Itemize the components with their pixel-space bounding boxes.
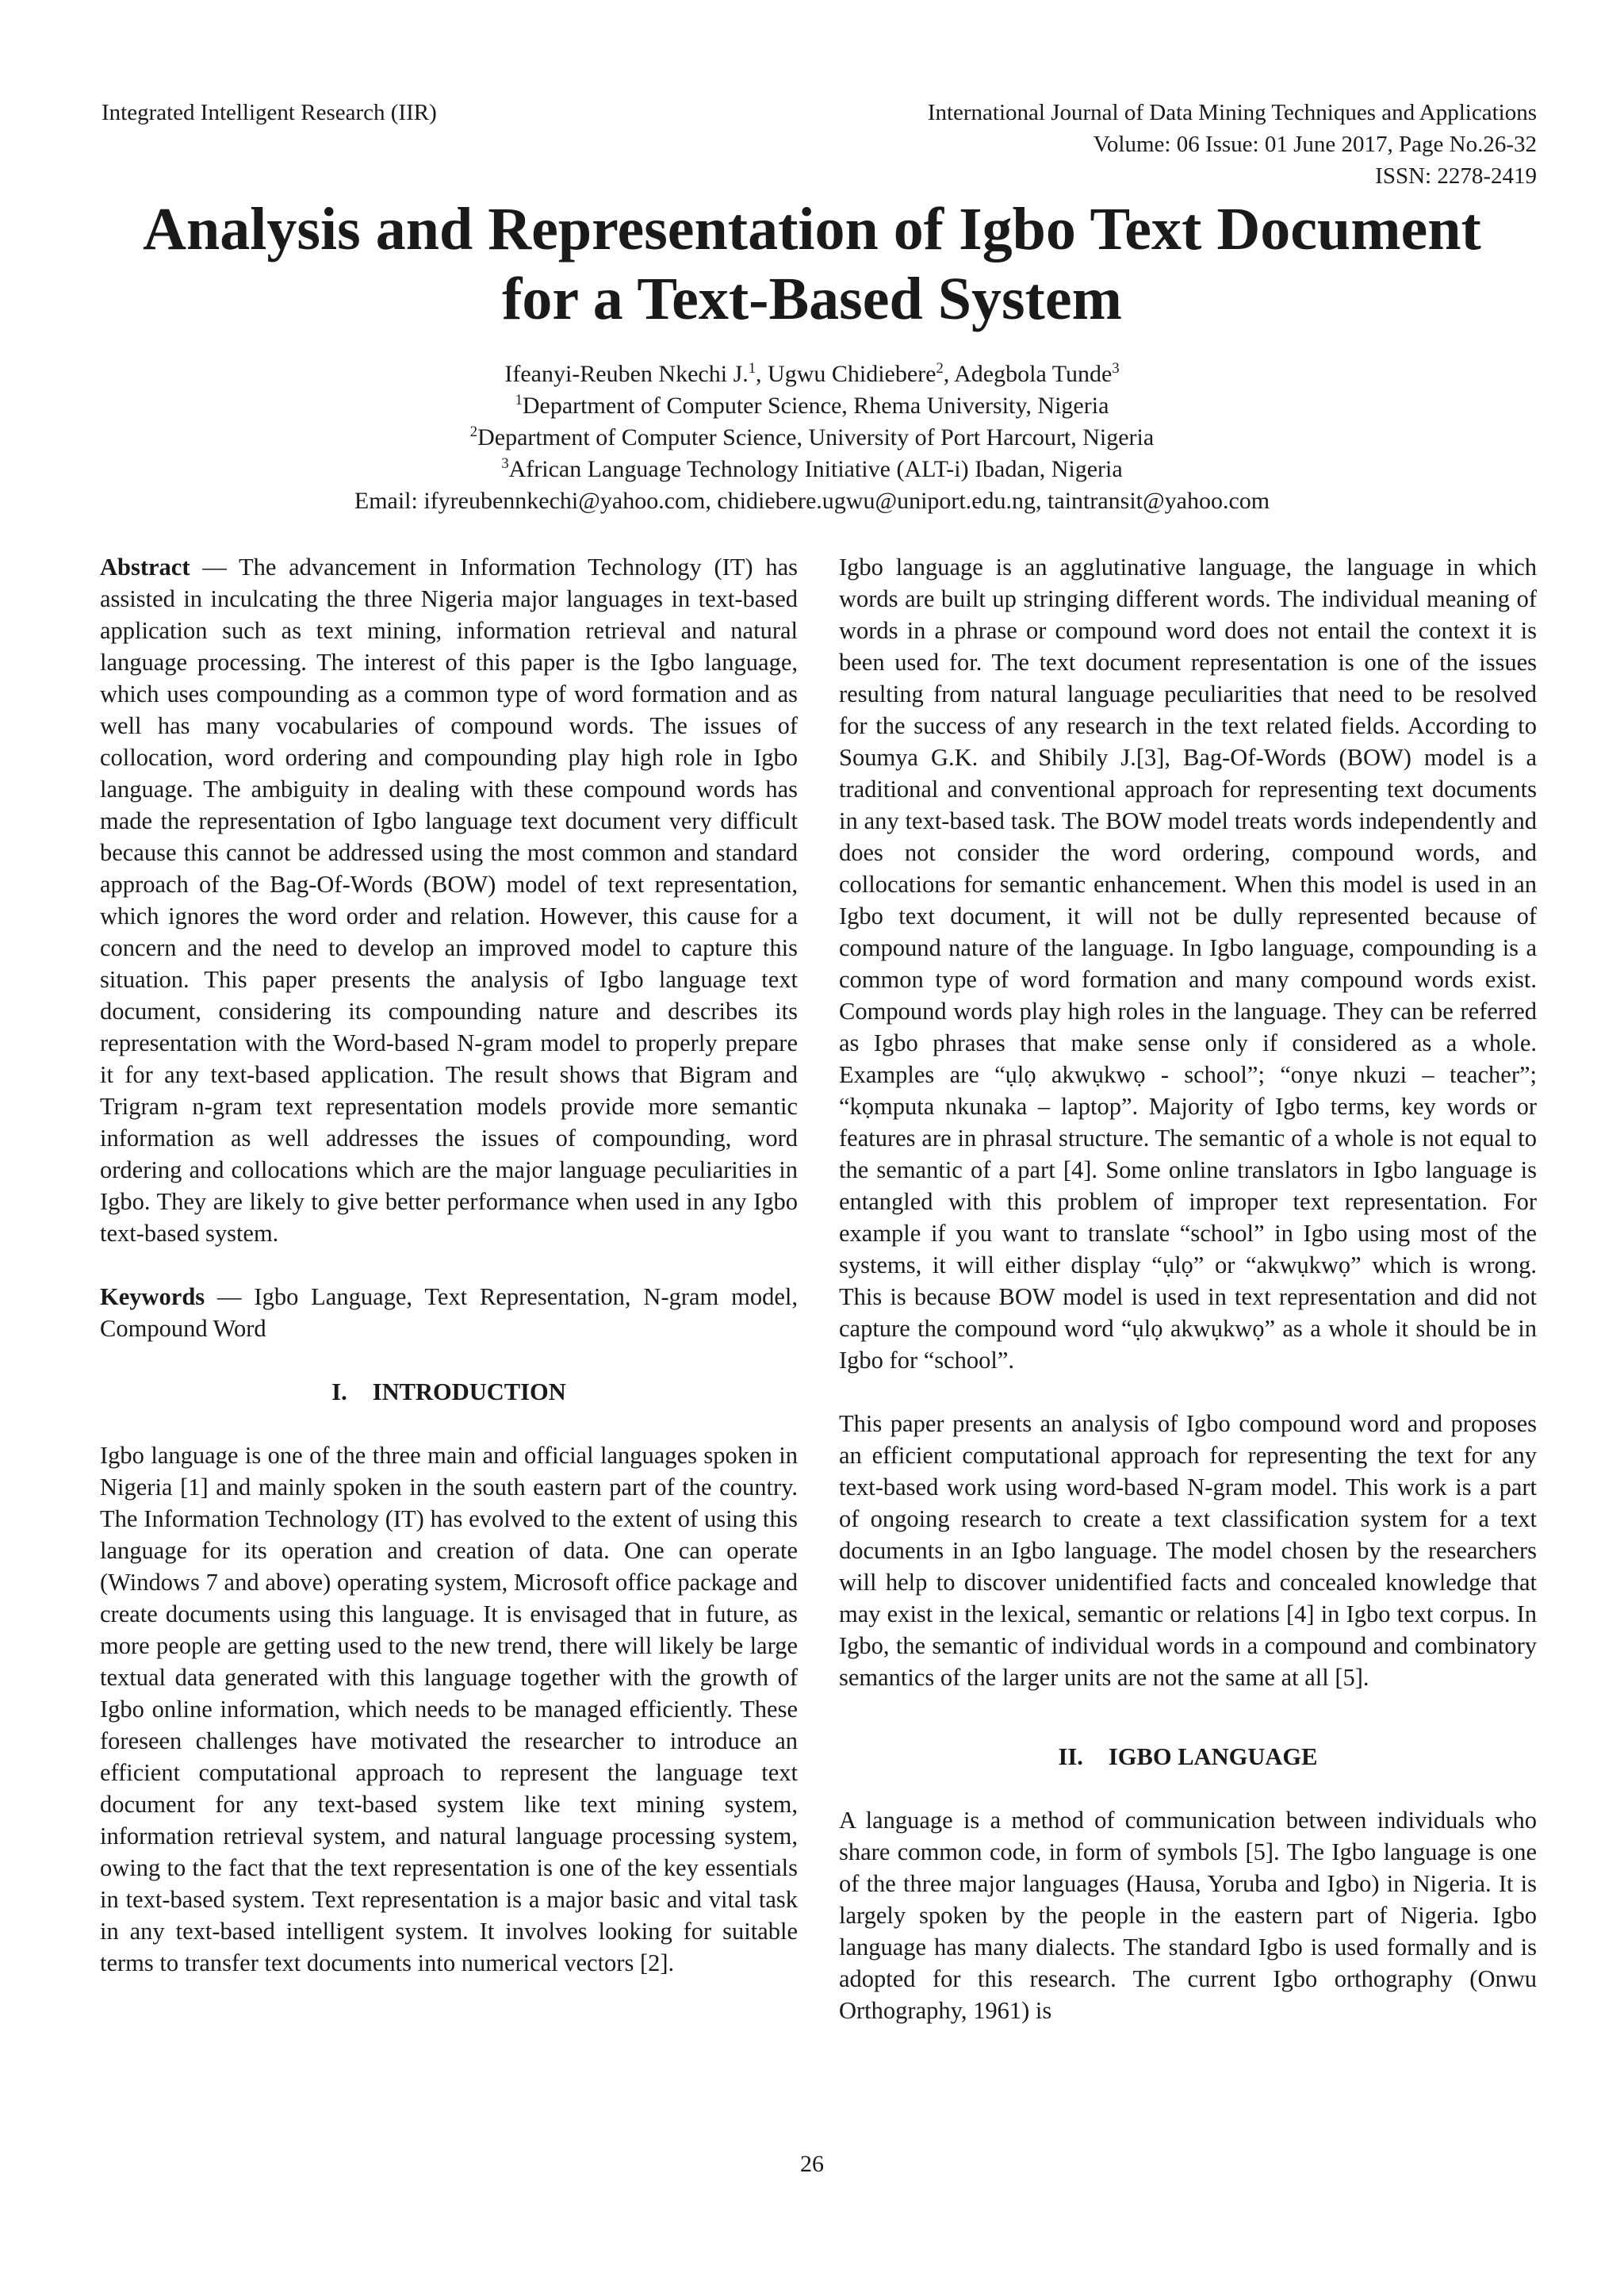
author-1: Ifeanyi-Reuben Nkechi J.: [504, 361, 749, 387]
affiliation-3: $^3$African Language Technology Initiative (ALT-i) Ibadan, Nigeria: [501, 455, 1123, 482]
author-emails: Email: ifyreubennkechi@yahoo.com, chidiebere.ugwu@uniport.edu.ng, taintransit@yahoo.com: [354, 488, 1270, 514]
author-names: [0, 358, 1624, 390]
abstract-text: The advancement in Information Technology (IT) has assisted in inculcating the three Nigeria major languages in text-based application such as text mining, information retrieval and natural language processing. The interest of this paper is the Igbo language, which uses compounding as a common type of word formation and as well has many vocabularies of compound words. The issues of collocation, word ordering and compounding play high role in Igbo language. The ambiguity in dealing with these compound words has made the representation of Igbo language text document very difficult because this cannot be addressed using the most common and standard approach of the Bag-Of-Words (BOW) model of text representation, which ignores the word order and relation. However, this cause for a concern and the need to develop an improved model to capture this situation. This paper presents the analysis of Igbo language text document, considering its compounding nature and describes its representation with the Word-based N-gram model to properly prepare it for any text-based application. The result shows that Bigram and Trigram n-gram text representation models provide more semantic information as well addresses the issues of compounding, word ordering and collocations which are the major language peculiarities in Igbo. They are likely to give better performance when used in any Igbo text-based system.: [100, 554, 798, 1247]
page-number: 26: [800, 2151, 824, 2177]
author-3: , Adegbola Tunde: [943, 361, 1113, 387]
left-column: [100, 551, 798, 1979]
affiliation-2: $^2$Department of Computer Science, University of Port Harcourt, Nigeria: [469, 424, 1155, 450]
affiliation-1: $^1$Department of Computer Science, Rhema University, Nigeria: [515, 392, 1109, 419]
author-2: , Ugwu Chidiebere: [756, 361, 936, 387]
abstract-label: Abstract: [100, 554, 190, 581]
volume-info: Volume: 06 Issue: 01 June 2017, Page No.26-32: [1093, 132, 1537, 157]
issn: ISSN: 2278-2419: [1375, 163, 1537, 189]
author-block: [0, 358, 1624, 517]
running-header-right: [744, 97, 1537, 192]
title-line-2: for a Text-Based System: [502, 266, 1122, 332]
intro-paragraph-2: Igbo language is an agglutinative language, the language in which words are built up stringing different words. The individual meaning of words in a phrase or compound word does not entail the context it is been used for. The text document representation is one of the issues resulting from natural language peculiarities that need to be resolved for the success of any research in the text related fields. According to Soumya G.K. and Shibily J.[3], Bag-Of-Words (BOW) model is a traditional and conventional approach for representing text documents in any text-based task. The BOW model treats words independently and does not consider the word ordering, compound words, and collocations for semantic enhancement. When this model is used in an Igbo text document, it will not be dully represented because of compound nature of the language. In Igbo language, compounding is a common type of word formation and many compound words exist. Compound words play high roles in the language. They can be referred as Igbo phrases that make sense only if considered as a whole. Examples are “ụlọ akwụkwọ - school”; “onye nkuzi – teacher”; “kọmputa nkunaka – laptop”. Majority of Igbo terms, key words or features are in phrasal structure. The semantic of a whole is not equal to the semantic of a part [4]. Some online translators in Igbo language is entangled with this problem of improper text representation. For example if you want to translate “school” in Igbo using most of the systems, it will either display “ụlọ” or “akwụkwọ” which is wrong. This is because BOW model is used in text representation and did not capture the compound word “ụlọ akwụkwọ” as a whole it should be in Igbo for “school”.: [839, 554, 1537, 1374]
title-line-1: Analysis and Representation of Igbo Text Document: [143, 196, 1481, 263]
section-heading-introduction: I. INTRODUCTION: [331, 1378, 566, 1405]
igbo-paragraph-1: A language is a method of communication between individuals who share common code, in form of symbols [5]. The Igbo language is one of the three major languages (Hausa, Yoruba and Igbo) in Nigeria. It is largely spoken by the people in the eastern part of Nigeria. Igbo language has many dialects. The standard Igbo is used formally and is adopted for this research. The current Igbo orthography (Onwu Orthography, 1961) is: [839, 1807, 1537, 2024]
intro-paragraph-1: Igbo language is one of the three main and official languages spoken in Nigeria [1] and mainly spoken in the south eastern part of the country. The Information Technology (IT) has evolved to the extent of using this language for its operation and creation of data. One can operate (Windows 7 and above) operating system, Microsoft office package and create documents using this language. It is envisaged that in future, as more people are getting used to the new trend, there will likely be large textual data generated with this language together with the growth of Igbo online information, which needs to be managed efficiently. These foreseen challenges have motivated the researcher to introduce an efficient computational approach to represent the language text document for any text-based system like text mining system, information retrieval system, and natural language processing system, owing to the fact that the text representation is one of the key essentials in text-based system. Text representation is a major basic and vital task in any text-based intelligent system. It involves looking for suitable terms to transfer text documents into numerical vectors [2].: [100, 1442, 798, 1976]
intro-paragraph-3: This paper presents an analysis of Igbo compound word and proposes an efficient computational approach for representing the text for any text-based work using word-based N-gram model. This work is a part of ongoing research to create a text classification system for a text documents in an Igbo language. The model chosen by the researchers will help to discover unidentified facts and concealed knowledge that may exist in the lexical, semantic or relations [4] in Igbo text corpus. In Igbo, the semantic of individual words in a compound and combinatory semantics of the larger units are not the same at all [5].: [839, 1410, 1537, 1691]
paper-title: [0, 194, 1624, 334]
running-header-left: Integrated Intelligent Research (IIR): [102, 100, 437, 125]
keywords-label: Keywords: [100, 1283, 205, 1310]
section-heading-igbo-language: II. IGBO LANGUAGE: [1058, 1743, 1318, 1770]
author-2-sup: 2: [936, 360, 944, 377]
keywords-text: Igbo Language, Text Representation, N-gram model, Compound Word: [100, 1283, 798, 1342]
author-1-sup: 1: [748, 360, 756, 377]
journal-name: International Journal of Data Mining Techniques and Applications: [927, 100, 1537, 125]
keywords: Keywords — Igbo Language, Text Representation, N-gram model, Compound Word: [100, 1283, 798, 1342]
abstract: Abstract — The advancement in Information Technology (IT) has assisted in inculcating the three Nigeria major languages in text-based application such as text mining, information retrieval and natural language processing. The interest of this paper is the Igbo language, which uses compounding as a common type of word formation and as well has many vocabularies of compound words. The issues of collocation, word ordering and compounding play high role in Igbo language. The ambiguity in dealing with these compound words has made the representation of Igbo language text document very difficult because this cannot be addressed using the most common and standard approach of the Bag-Of-Words (BOW) model of text representation, which ignores the word order and relation. However, this cause for a concern and the need to develop an improved model to capture this situation. This paper presents the analysis of Igbo language text document, considering its compounding nature and describes its representation with the Word-based N-gram model to properly prepare it for any text-based application. The result shows that Bigram and Trigram n-gram text representation models provide more semantic information as well addresses the issues of compounding, word ordering and collocations which are the major language peculiarities in Igbo. They are likely to give better performance when used in any Igbo text-based system.: [100, 554, 798, 1247]
right-column: [839, 551, 1537, 2026]
author-3-sup: 3: [1112, 360, 1120, 377]
